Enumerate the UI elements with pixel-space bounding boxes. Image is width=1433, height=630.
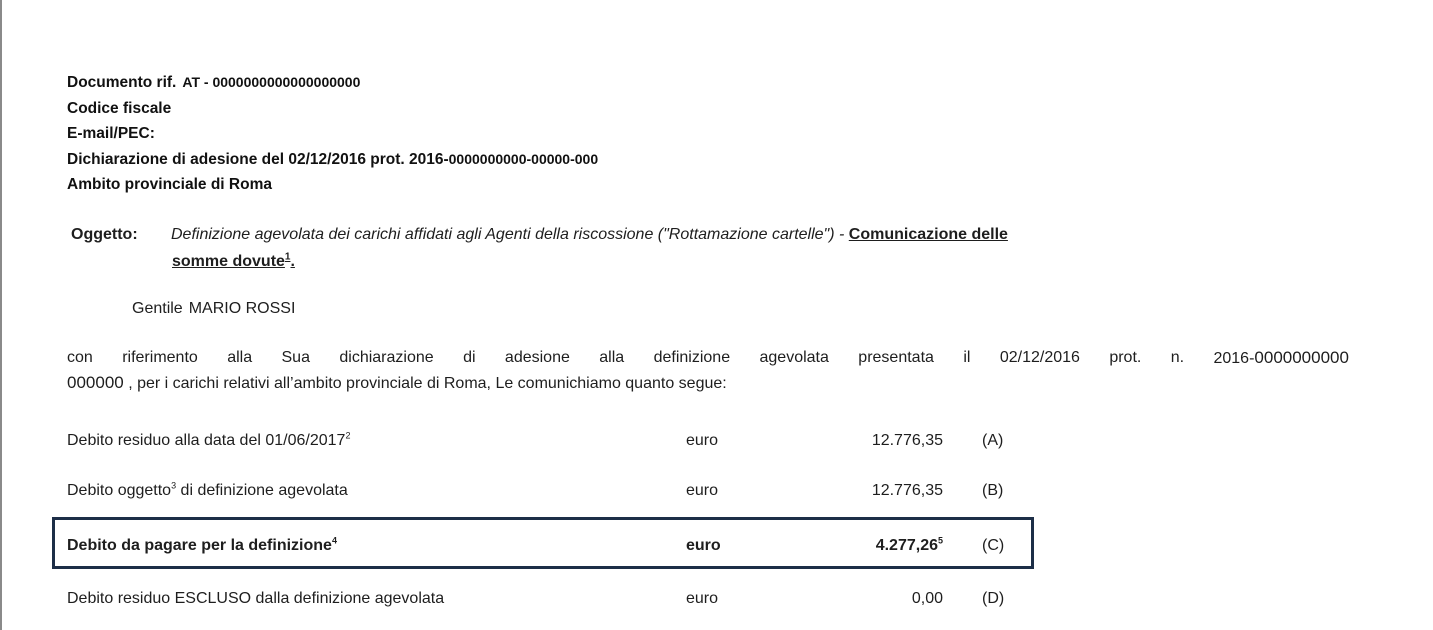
intro-word: alla bbox=[599, 349, 625, 366]
document-reference-line bbox=[67, 70, 598, 96]
dichiarazione-label: Dichiarazione di adesione del 02/12/2016 prot. 2016- bbox=[67, 150, 449, 168]
subject-footnote-ref: 1 bbox=[284, 251, 291, 263]
intro-word: presentata bbox=[858, 349, 934, 366]
codice-fiscale-label: Codice fiscale bbox=[67, 99, 172, 117]
debt-row-currency: euro bbox=[686, 482, 719, 499]
email-pec-label: E-mail/PEC: bbox=[67, 125, 155, 142]
greeting-prefix: Gentile bbox=[132, 300, 183, 317]
debt-row-description-tail: di definizione agevolata bbox=[176, 482, 348, 499]
intro-word: dichiarazione bbox=[339, 349, 434, 366]
subject-label: Oggetto: bbox=[71, 226, 138, 243]
intro-word: di bbox=[463, 349, 476, 366]
footnote-ref: 5 bbox=[937, 535, 943, 546]
debt-row-currency: euro bbox=[686, 590, 719, 607]
intro-word: prot. bbox=[1109, 349, 1142, 366]
subject-line-1 bbox=[71, 221, 1331, 248]
debt-row-description bbox=[67, 590, 444, 608]
intro-protocol-number-part1: 0000000000 bbox=[1254, 348, 1349, 367]
debt-row-code: (C) bbox=[982, 537, 1005, 554]
subject-description: Definizione agevolata dei carichi affidati agli Agenti della riscossione ("Rottamazione cartelle") - bbox=[171, 226, 845, 243]
footnote-ref: 4 bbox=[331, 535, 337, 546]
intro-paragraph-line-1 bbox=[67, 346, 1349, 371]
greeting-line bbox=[132, 300, 295, 318]
ambito-provinciale-label: Ambito provinciale di Roma bbox=[67, 176, 272, 193]
document-reference-value: AT - 0000000000000000000 bbox=[182, 74, 361, 90]
subject-title-part1: Comunicazione delle bbox=[848, 226, 1008, 243]
footnote-ref: 2 bbox=[345, 430, 351, 441]
debt-row-code: (B) bbox=[982, 482, 1004, 499]
page-left-border bbox=[0, 0, 2, 630]
subject-section bbox=[71, 221, 1331, 275]
debt-row-d bbox=[67, 584, 1047, 614]
debt-row-amount-value: 4.277,26 bbox=[875, 537, 938, 554]
debt-row-description-text: Debito da pagare per la definizione bbox=[67, 537, 332, 554]
debt-row-a bbox=[67, 426, 1047, 456]
intro-word: definizione bbox=[653, 349, 731, 366]
debt-row-description bbox=[67, 432, 350, 450]
debt-row-b bbox=[67, 476, 1047, 506]
recipient-name: MARIO ROSSI bbox=[188, 300, 296, 317]
intro-word: 2016- bbox=[1213, 350, 1255, 367]
intro-word: riferimento bbox=[122, 349, 198, 366]
footnote-ref: 3 bbox=[171, 480, 177, 491]
intro-paragraph-tail: , per i carichi relativi all’ambito provinciale di Roma, Le comunichiamo quanto segue: bbox=[128, 375, 727, 392]
intro-word: adesione bbox=[504, 349, 570, 366]
intro-word: con bbox=[67, 349, 93, 366]
dichiarazione-protocol-value: 0000000000-00000-000 bbox=[448, 150, 599, 167]
document-reference-label: Documento rif. bbox=[67, 74, 177, 91]
debt-row-currency: euro bbox=[686, 537, 721, 554]
document-header bbox=[67, 70, 598, 198]
intro-word: alla bbox=[227, 349, 253, 366]
intro-word: n. bbox=[1170, 349, 1185, 366]
debt-row-description-text: Debito oggetto bbox=[67, 482, 172, 499]
debt-row-code: (D) bbox=[982, 590, 1005, 607]
debt-row-code: (A) bbox=[982, 432, 1004, 449]
subject-line-2 bbox=[71, 248, 1331, 275]
intro-word: agevolata bbox=[759, 349, 829, 366]
debt-row-amount: 12.776,35 bbox=[871, 482, 943, 499]
debt-row-description-text: Debito residuo ESCLUSO dalla definizione agevolata bbox=[67, 590, 445, 607]
debt-row-currency: euro bbox=[686, 432, 719, 449]
debt-row-amount: 12.776,35 bbox=[871, 432, 943, 449]
intro-protocol-number-part2: 000000 bbox=[67, 373, 124, 392]
dichiarazione-line bbox=[67, 147, 598, 173]
intro-paragraph bbox=[67, 346, 1349, 396]
intro-word: Sua bbox=[281, 349, 310, 366]
debt-row-amount: 0,00 bbox=[911, 590, 943, 607]
highlighted-amount-box bbox=[52, 517, 1034, 569]
subject-title-part2: somme dovute bbox=[172, 253, 285, 270]
debt-row-description-text: Debito residuo alla data del 01/06/2017 bbox=[67, 432, 346, 449]
debt-row-description bbox=[67, 482, 348, 500]
intro-protocol-group bbox=[1213, 346, 1348, 371]
intro-word: 02/12/2016 bbox=[999, 349, 1080, 366]
intro-word: il bbox=[963, 349, 971, 366]
subject-title-trailing: . bbox=[290, 253, 295, 270]
intro-paragraph-line-2 bbox=[67, 371, 1349, 396]
